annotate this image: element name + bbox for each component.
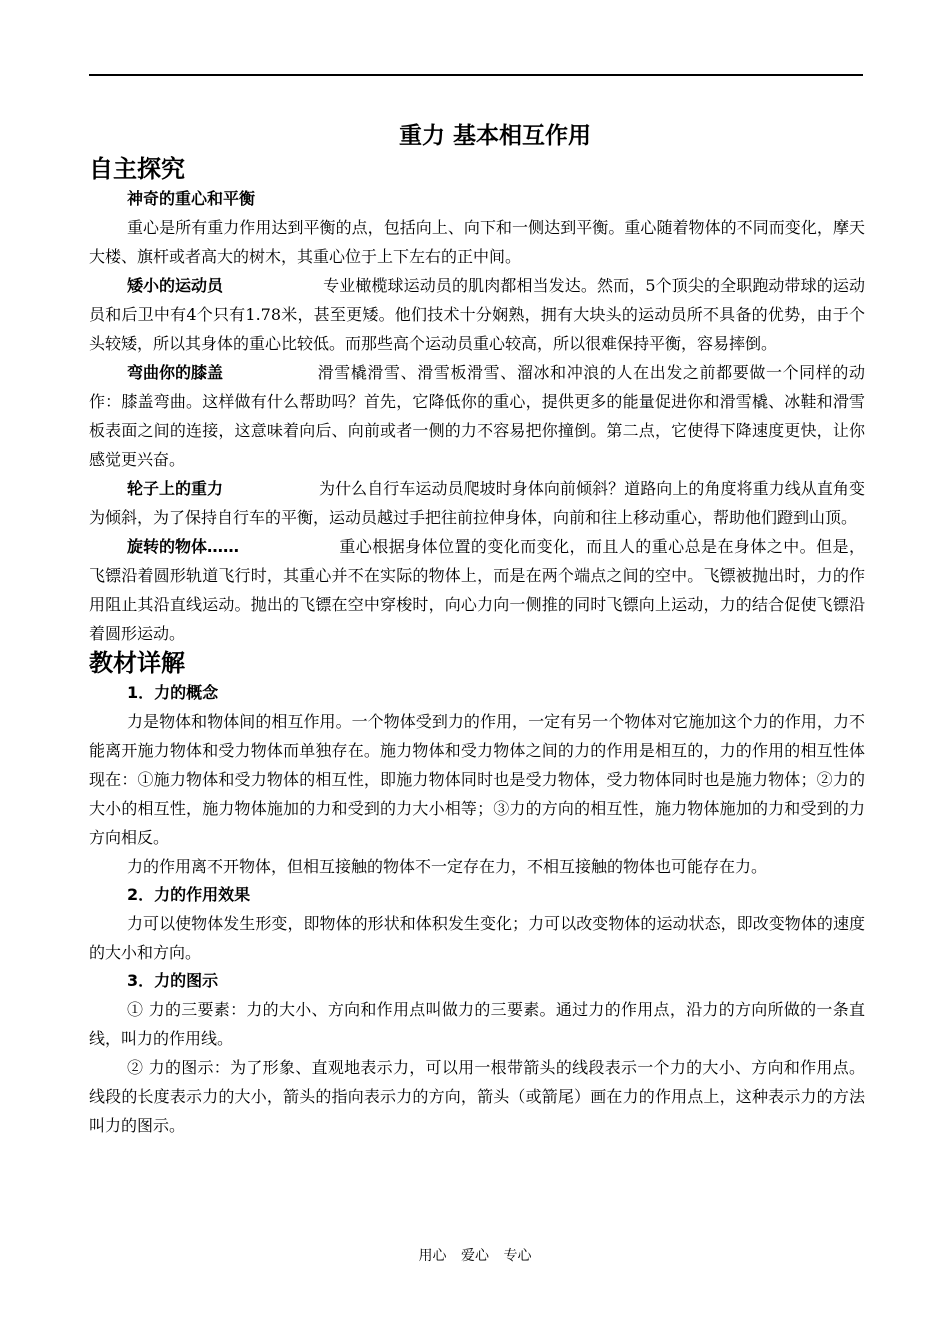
paragraph: 力是物体和物体间的相互作用。一个物体受到力的作用，一定有另一个物体对它施加这个力的作用，力不能离开施力物体和受力物体而单独存在。施力物体和受力物体之间的力的作用是相互的，力的作用的相互性体现在：①施力物体和受力物体的相互性，即施力物体同时也是受力物体，受力物体同时也是施力物体；②力的大小的相互性，施力物体施加的力和受到的力大小相等；③力的方向的相互性，施力物体施加的力和受到的力方向相反。 xyxy=(89,712,865,847)
item-text: 滑雪橇滑雪、滑雪板滑雪、溜冰和冲浪的人在出发之前都要做一个同样的动作：膝盖弯曲。这样做有什么帮助吗？首先，它降低你的重心，提供更多的能量促进你和滑雪橇、冰鞋和滑雪板表面之间的连接，这意味着向后、向前或者一侧的力不容易把你撞倒。第二点，它使得下降速度更快，让你感觉更兴奋。 xyxy=(89,363,865,469)
paragraph-item xyxy=(89,358,865,474)
paragraph: ② 力的图示：为了形象、直观地表示力，可以用一根带箭头的线段表示一个力的大小、方向和作用点。线段的长度表示力的大小，箭头的指向表示力的方向，箭头（或箭尾）画在力的作用点上，这种表示力的方法叫力的图示。 xyxy=(89,1058,865,1135)
page-title: 重力 基本相互作用 xyxy=(398,123,591,149)
paragraph: ① 力的三要素：力的大小、方向和作用点叫做力的三要素。通过力的作用点，沿力的方向所做的一条直线，叫力的作用线。 xyxy=(89,1000,865,1048)
header-rule xyxy=(89,74,863,76)
paragraph: 力可以使物体发生形变，即物体的形状和体积发生变化；力可以改变物体的运动状态，即改变物体的速度的大小和方向。 xyxy=(89,914,865,962)
item-text: 重心根据身体位置的变化而变化，而且人的重心总是在身体之中。但是，飞镖沿着圆形轨道飞行时，其重心并不在实际的物体上，而是在两个端点之间的空中。飞镖被抛出时，力的作用阻止其沿直线运动。抛出的飞镖在空中穿梭时，向心力向一侧推的同时飞镖向上运动，力的结合促使飞镖沿着圆形运动。 xyxy=(89,537,865,643)
subheading: 2．力的作用效果 xyxy=(127,885,251,904)
item-text: 为什么自行车运动员爬坡时身体向前倾斜？道路向上的角度将重力线从直角变为倾斜，为了保持自行车的平衡，运动员越过手把往前拉伸身体，向前和往上移动重心，帮助他们蹬到山顶。 xyxy=(89,479,865,527)
section-heading: 教材详解 xyxy=(89,649,185,677)
subheading: 1．力的概念 xyxy=(127,683,219,702)
paragraph-item xyxy=(89,271,865,358)
subheading: 3．力的图示 xyxy=(127,971,219,990)
paragraph: 重心是所有重力作用达到平衡的点，包括向上、向下和一侧达到平衡。重心随着物体的不同而变化，摩天大楼、旗杆或者高大的树木，其重心位于上下左右的正中间。 xyxy=(89,218,865,266)
paragraph: 力的作用离不开物体，但相互接触的物体不一定存在力，不相互接触的物体也可能存在力。 xyxy=(127,857,768,876)
subheading: 神奇的重心和平衡 xyxy=(127,189,256,208)
paragraph-item xyxy=(89,532,865,648)
page-footer: 用心 爱心 专心 xyxy=(418,1248,532,1264)
section-heading: 自主探究 xyxy=(89,155,185,183)
item-lead: 矮小的运动员 xyxy=(127,276,224,295)
paragraph-item xyxy=(89,474,865,532)
section-self-study xyxy=(89,154,865,648)
item-lead: 轮子上的重力 xyxy=(127,479,224,498)
document-body xyxy=(89,118,865,1140)
item-lead: 旋转的物体…… xyxy=(127,537,240,556)
item-text: 专业橄榄球运动员的肌肉都相当发达。然而，5个顶尖的全职跑动带球的运动员和后卫中有4个只有1.78米，甚至更矮。他们技术十分娴熟，拥有大块头的运动员所不具备的优势，由于个头较矮，所以其身体的重心比较低。而那些高个运动员重心较高，所以很难保持平衡，容易摔倒。 xyxy=(89,276,865,353)
section-textbook-explanation xyxy=(89,648,865,1140)
item-lead: 弯曲你的膝盖 xyxy=(127,363,224,382)
